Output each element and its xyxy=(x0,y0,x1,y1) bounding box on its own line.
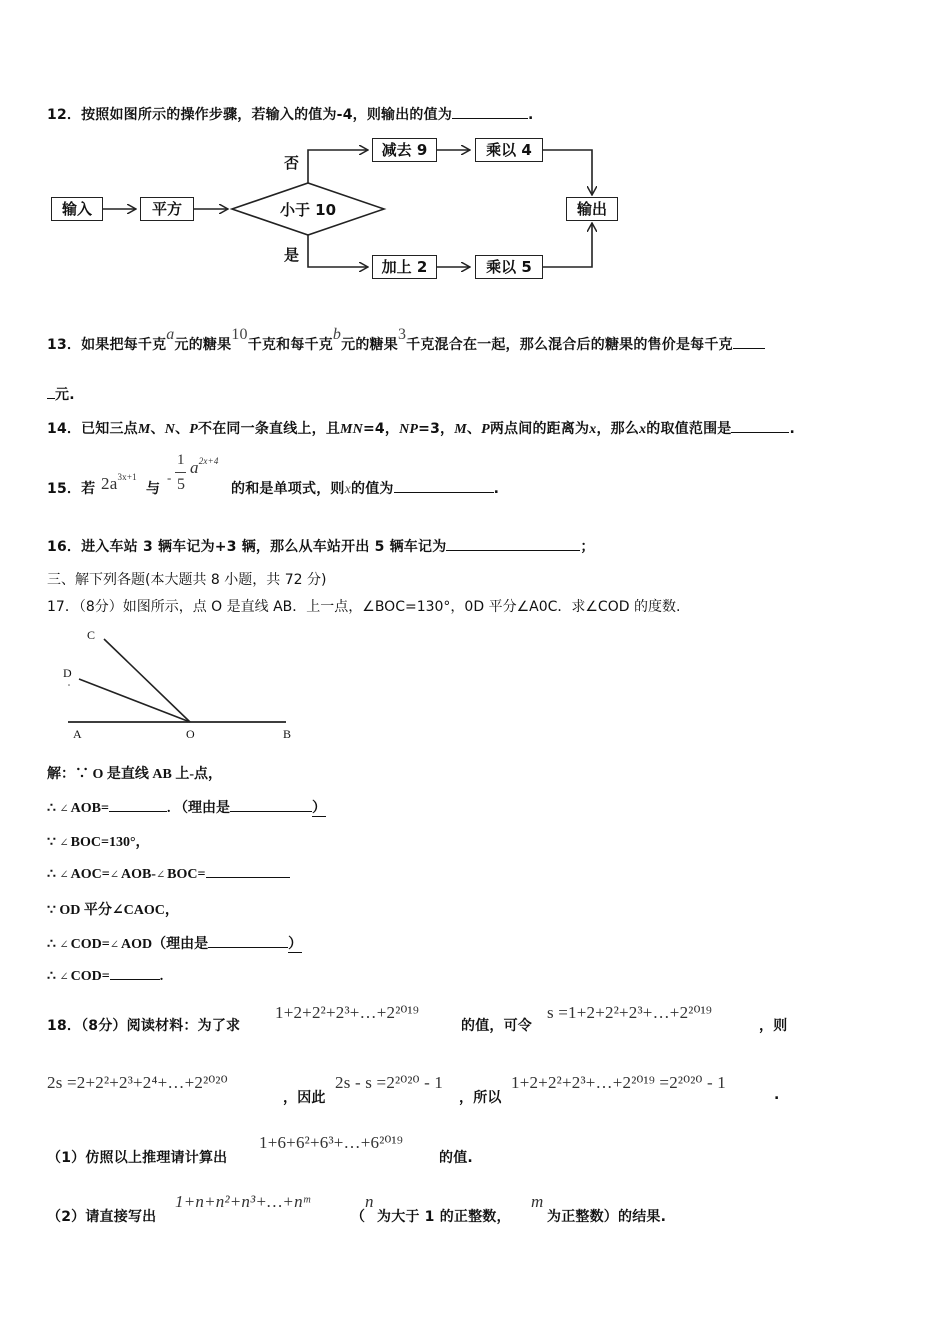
flowchart-square-box: 平方 xyxy=(140,197,194,221)
flowchart-input-box: 输入 xyxy=(51,197,103,221)
section-3-heading: 三、解下列各题(本大题共 8 小题，共 72 分) xyxy=(47,572,327,588)
q12-text: 12．按照如图所示的操作步骤，若输入的值为-4，则输出的值为 xyxy=(47,107,453,123)
q18-subquestion-1: （1）仿照以上推理请计算出 1+6+6²+6³+…+6²⁰¹⁹ 的值. xyxy=(47,1133,473,1166)
angle-diagram xyxy=(55,625,305,745)
q13-num-10: 10 xyxy=(231,326,248,343)
q17-solution-line-4: ∴ ∠ AOC=∠ AOB-∠ BOC= xyxy=(47,865,290,883)
q14-answer-blank[interactable] xyxy=(731,420,789,433)
q15-frac-num: 1 xyxy=(177,452,185,468)
flowchart-add-2-box: 加上 2 xyxy=(372,255,437,279)
flowchart-no-label: 否 xyxy=(284,154,300,172)
q13-num-3: 3 xyxy=(397,326,407,343)
q17-solution-line-1: 解：∵ O 是直线 AB 上-点， xyxy=(47,767,222,782)
q18-expr-2s-minus-s: 2s - s =2²⁰²⁰ - 1 xyxy=(335,1073,444,1092)
q15-term1: $2a^{3x+1}$ xyxy=(101,472,137,493)
q12-answer-blank[interactable] xyxy=(452,106,528,119)
q18-expr-result: 1+2+2²+2³+…+2²⁰¹⁹ =2²⁰²⁰ - 1 xyxy=(511,1073,726,1092)
label-O: O xyxy=(186,727,195,741)
question-13-line2: 元. xyxy=(47,384,75,404)
q18-sub1-expr: 1+6+6²+6³+…+6²⁰¹⁹ xyxy=(259,1133,403,1152)
flowchart-multiply-5-box: 乘以 5 xyxy=(475,255,543,279)
cod-reason-blank[interactable] xyxy=(208,935,288,948)
label-C: C xyxy=(87,628,96,642)
question-17: 17．（8分）如图所示，点 O 是直线 AB．上一点，∠BOC=130°，0D 平分∠A0C．求∠COD 的度数. xyxy=(47,599,681,615)
aob-answer-blank[interactable] xyxy=(109,799,167,812)
q16-answer-blank[interactable] xyxy=(446,538,580,551)
question-16: 16．进入车站 3 辆车记为+3 辆，那么从车站开出 5 辆车记为 ； xyxy=(47,539,595,555)
flowchart-output-box: 输出 xyxy=(566,197,618,221)
q18-subquestion-2: （2）请直接写出 1+n+n²+n³+…+nᵐ （ n 为大于 1 的正整数， m 为正整数）的结果. xyxy=(47,1192,667,1225)
label-B: B xyxy=(283,727,292,741)
q13-var-b: b xyxy=(332,326,342,343)
q17-solution-line-7: ∴ ∠ COD= . xyxy=(47,969,164,984)
q17-solution-line-3: ∵ ∠ BOC=130°， xyxy=(47,835,150,850)
q17-solution-line-2: ∴ ∠ AOB= . （理由是 ） xyxy=(47,801,326,816)
question-14: 14．已知三点M、N、P不在同一条直线上，且MN=4，NP=3，M、P两点间的距离为x，那么x的取值范围是 . xyxy=(47,421,795,437)
q17-angle-figure xyxy=(55,625,305,745)
q12-flowchart xyxy=(0,130,950,290)
label-D: D xyxy=(63,666,72,680)
flowchart-yes-label: 是 xyxy=(284,246,300,264)
flowchart-subtract-9-box: 减去 9 xyxy=(372,138,437,162)
q18-expr-s-def: s =1+2+2²+2³+…+2²⁰¹⁹ xyxy=(547,1003,713,1022)
q15-frac-bar xyxy=(175,472,186,473)
question-12: 12．按照如图所示的操作步骤，若输入的值为-4，则输出的值为 . xyxy=(47,107,534,123)
cod-answer-blank[interactable] xyxy=(110,967,160,980)
q13-answer-blank-part1[interactable] xyxy=(733,336,765,349)
q15-answer-blank[interactable] xyxy=(394,480,494,493)
q15-frac-den: 5 xyxy=(177,476,186,493)
q18-expr-sum: 1+2+2²+2³+…+2²⁰¹⁹ xyxy=(275,1003,419,1022)
label-A: A xyxy=(73,727,82,741)
q13-answer-blank-part2[interactable] xyxy=(47,386,55,399)
flowchart-condition-label: 小于 10 xyxy=(279,201,337,219)
q17-solution-line-5: ∵ OD 平分∠CAOC， xyxy=(47,903,179,918)
q13-var-a: a xyxy=(166,326,175,343)
q17-solution-line-6: ∴ ∠ COD=∠ AOD（理由是 ） xyxy=(47,937,303,952)
q18-sub2-expr: 1+n+n²+n³+…+nᵐ xyxy=(175,1192,311,1211)
flowchart-multiply-4-box: 乘以 4 xyxy=(475,138,543,162)
aoc-answer-blank[interactable] xyxy=(206,865,290,878)
question-18-derivation: 2s =2+2²+2³+2⁴+…+2²⁰²⁰ ，因此 2s - s =2²⁰²⁰ - 1 ，所以 1+2+2²+2³+…+2²⁰¹⁹ =2²⁰²⁰ - 1 . xyxy=(47,1073,780,1106)
question-18: 18．（8分）阅读材料：为了求 1+2+2²+2³+…+2²⁰¹⁹ 的值，可令 s =1+2+2²+2³+…+2²⁰¹⁹ ，则 xyxy=(47,1003,788,1034)
aob-reason-blank[interactable] xyxy=(230,799,312,812)
q15-term2: $a^{2x+4}$ xyxy=(190,456,219,477)
question-13: 13．如果把每千克a元的糖果10千克和每千克b元的糖果3千克混合在一起，那么混合后的糖果的售价是每千克 xyxy=(47,334,765,354)
q18-expr-2s: 2s =2+2²+2³+2⁴+…+2²⁰²⁰ xyxy=(47,1073,228,1092)
